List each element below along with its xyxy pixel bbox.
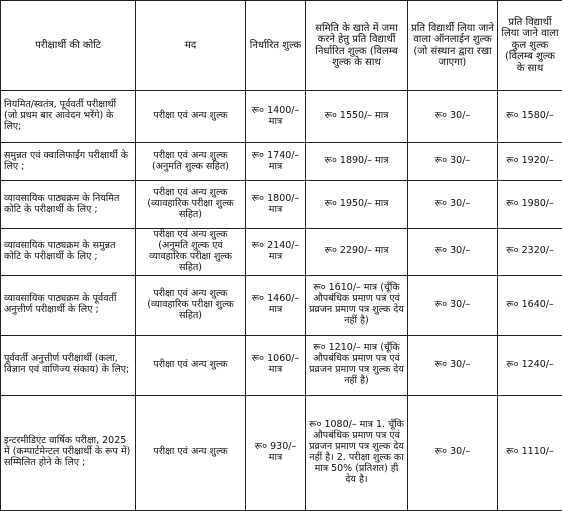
cell-item: परीक्षा एवं अन्य शुल्क (व्यावहारिक परीक्षा शुल्क सहित) (136, 181, 246, 229)
cell-online-fee: रू० 30/– (408, 275, 498, 335)
cell-item: परीक्षा एवं अन्य शुल्क (136, 335, 246, 395)
header-committee-fee: समिति के खाते में जमा करने हेतु प्रति विद्यार्थी निर्धारित शुल्क (विलम्ब शुल्क के साथ (306, 1, 408, 91)
cell-item: परीक्षा एवं अन्य शुल्क (अनुमति शुल्क एवं व्यावहारिक परीक्षा शुल्क सहित) (136, 229, 246, 276)
table-row (1, 181, 562, 229)
cell-category: नियमित/स्वतंत्र, पूर्ववर्ती परीक्षार्थी (जो प्रथम बार आवेदन भरेंगे) के लिए; (1, 91, 136, 143)
cell-total-fee: रू० 1110/– (498, 395, 562, 510)
cell-prescribed-fee: रू० 1400/– मात्र (246, 91, 306, 143)
cell-committee-fee: रू० 1890/– मात्र (306, 143, 408, 181)
cell-category: व्यावसायिक पाठ्यक्रम के पूर्ववर्ती अनुत्तीर्ण परीक्षार्थी के लिए ; (1, 275, 136, 335)
cell-total-fee: रू० 1920/– (498, 143, 562, 181)
header-prescribed-fee: निर्धारित शुल्क (246, 1, 306, 91)
cell-committee-fee: रू० 1950/– मात्र (306, 181, 408, 229)
cell-prescribed-fee: रू० 1460/– मात्र (246, 275, 306, 335)
cell-online-fee: रू० 30/– (408, 395, 498, 510)
header-category: परीक्षार्थी की कोटि (1, 1, 136, 91)
cell-online-fee: रू० 30/– (408, 181, 498, 229)
cell-committee-fee: रू० 1210/– मात्र (चूँकि औपबंधिक प्रमाण पत्र एवं प्रव्रजन प्रमाण पत्र शुल्क देय नहीं है) (306, 335, 408, 395)
cell-total-fee: रू० 2320/– (498, 229, 562, 276)
cell-category: इन्टरमीडिएट वार्षिक परीक्षा, 2025 में (कम्पार्टमेन्टल परीक्षार्थी के रूप में) सम्मिलित होने के लिए ; (1, 395, 136, 510)
cell-committee-fee: रू० 2290/– मात्र (306, 229, 408, 276)
cell-online-fee: रू० 30/– (408, 143, 498, 181)
cell-total-fee: रू० 1580/– (498, 91, 562, 143)
cell-prescribed-fee: रू० 1060/– मात्र (246, 335, 306, 395)
cell-online-fee: रू० 30/– (408, 229, 498, 276)
header-online-fee: प्रति विद्यार्थी लिया जाने वाला ऑनलाईन शुल्क (जो संस्थान द्वारा रखा जाएगा) (408, 1, 498, 91)
cell-item: परीक्षा एवं अन्य शुल्क (136, 91, 246, 143)
table-row (1, 143, 562, 181)
cell-category: समुन्नत एवं क्वालिफाईंग परीक्षार्थी के लिए ; (1, 143, 136, 181)
cell-committee-fee: रू० 1080/– मात्र 1. चूँकि औपबंधिक प्रमाण पत्र एवं प्रव्रजन प्रमाण पत्र शुल्क देय नहीं है। 2. परीक्षा शुल्क का मात्र 50% (प्रतिशत) ही देय है। (306, 395, 408, 510)
cell-category: पूर्ववर्ती अनुत्तीर्ण परीक्षार्थी (कला, विज्ञान एवं वाणिज्य संकाय) के लिए; (1, 335, 136, 395)
table-row (1, 91, 562, 143)
header-row (1, 1, 562, 91)
cell-total-fee: रू० 1240/– (498, 335, 562, 395)
cell-total-fee: रू० 1980/– (498, 181, 562, 229)
cell-online-fee: रू० 30/– (408, 91, 498, 143)
cell-prescribed-fee: रू० 2140/– मात्र (246, 229, 306, 276)
cell-prescribed-fee: रू० 1800/– मात्र (246, 181, 306, 229)
cell-total-fee: रू० 1640/– (498, 275, 562, 335)
table-row (1, 275, 562, 335)
table-row (1, 395, 562, 510)
cell-prescribed-fee: रू० 1740/– मात्र (246, 143, 306, 181)
cell-online-fee: रू० 30/– (408, 335, 498, 395)
cell-item: परीक्षा एवं अन्य शुल्क (अनुमति शुल्क सहित) (136, 143, 246, 181)
header-total-fee: प्रति विद्यार्थी लिया जाने वाला कुल शुल्क (विलम्ब शुल्क के साथ (498, 1, 562, 91)
cell-item: परीक्षा एवं अन्य शुल्क (136, 395, 246, 510)
cell-category: व्यावसायिक पाठ्यक्रम के नियमित कोटि के परीक्षार्थी के लिए ; (1, 181, 136, 229)
cell-prescribed-fee: रू० 930/– मात्र (246, 395, 306, 510)
cell-category: व्यावसायिक पाठ्यक्रम के समुन्नत कोटि के परीक्षार्थी के लिए ; (1, 229, 136, 276)
cell-committee-fee: रू० 1610/– मात्र (चूँकि औपबंधिक प्रमाण पत्र एवं प्रव्रजन प्रमाण पत्र शुल्क देय नहीं है) (306, 275, 408, 335)
table-row (1, 335, 562, 395)
cell-committee-fee: रू० 1550/– मात्र (306, 91, 408, 143)
table-row (1, 229, 562, 276)
cell-item: परीक्षा एवं अन्य शुल्क (व्यावहारिक परीक्षा शुल्क सहित) (136, 275, 246, 335)
header-item: मद (136, 1, 246, 91)
